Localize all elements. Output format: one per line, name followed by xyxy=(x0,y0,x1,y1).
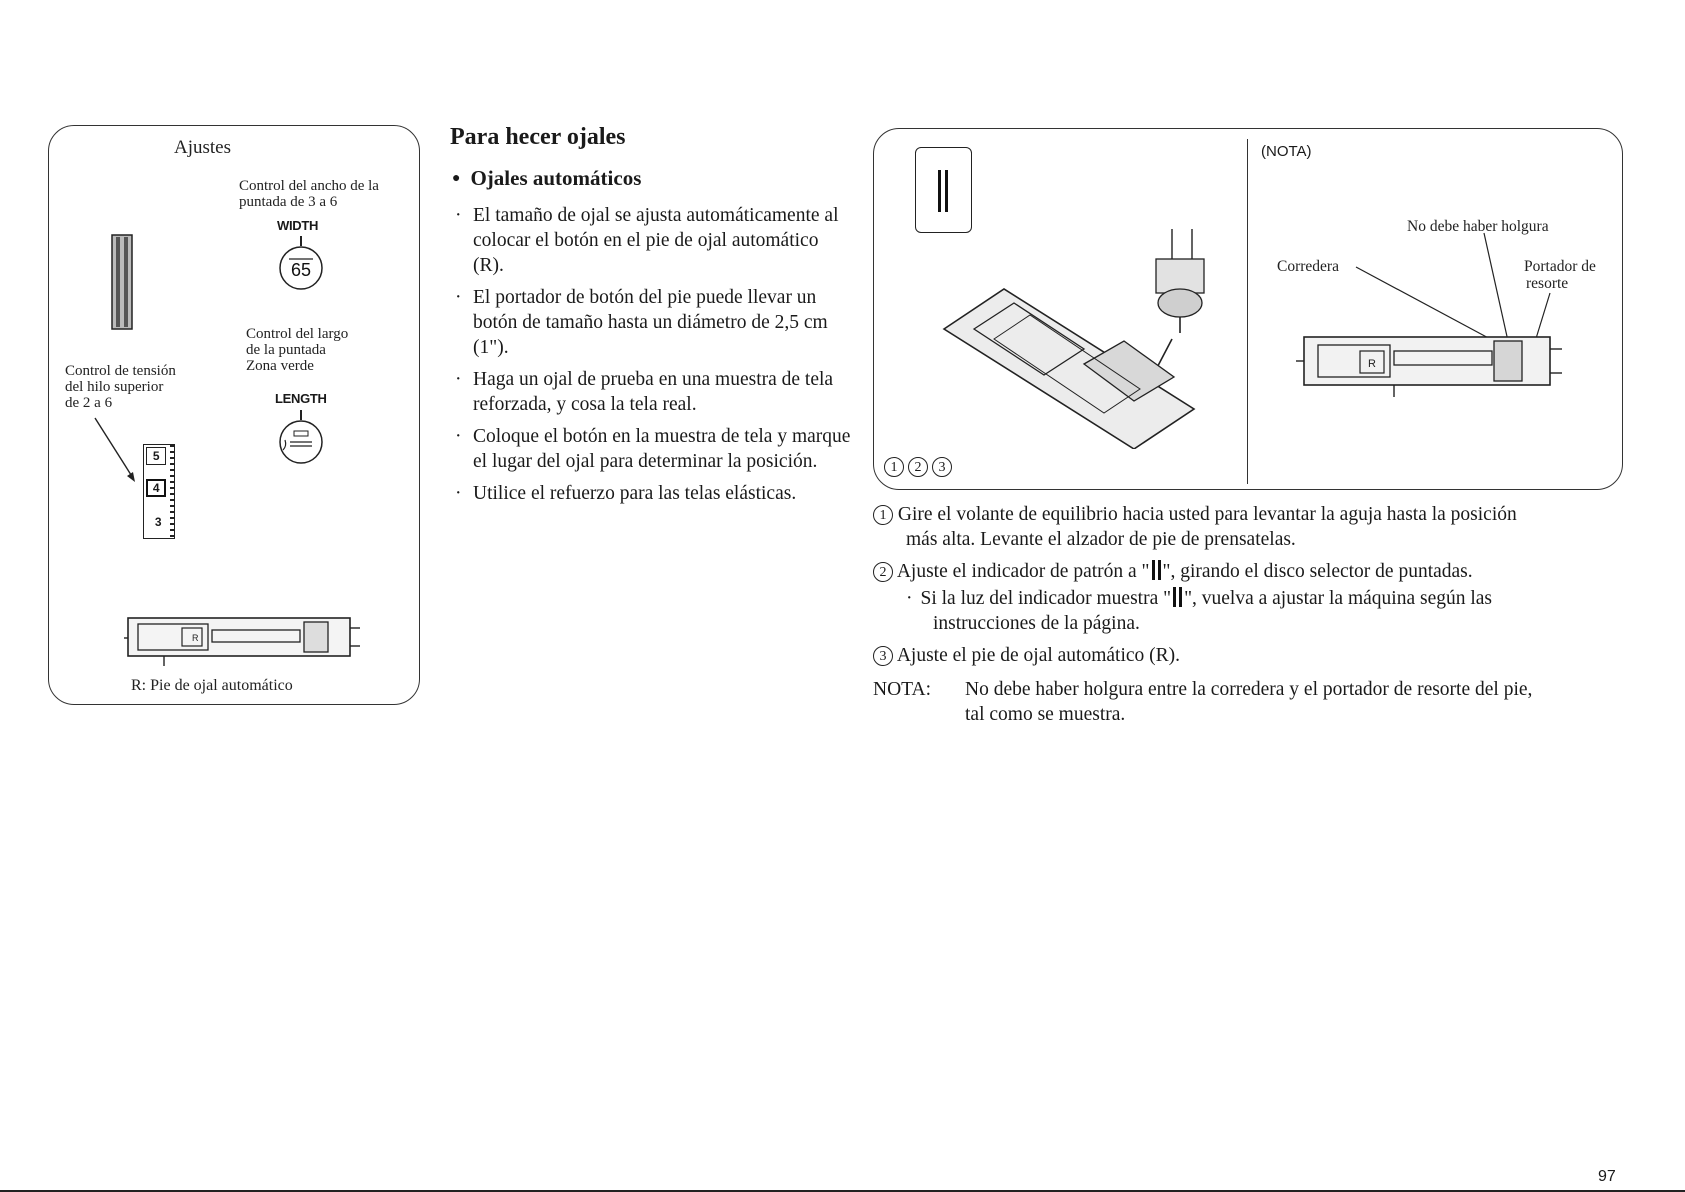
tension-control-label-1: Control de tensión xyxy=(65,363,176,379)
settings-title: Ajustes xyxy=(174,137,231,158)
length-dial-icon xyxy=(271,408,331,468)
section-title: Para hecer ojales xyxy=(450,124,626,150)
tension-value-5: 5 xyxy=(146,447,166,465)
step-markers xyxy=(884,457,952,477)
width-dial-value: 65 xyxy=(290,260,312,280)
foot-letter: R xyxy=(1368,358,1376,370)
foot-caption: R: Pie de ojal automático xyxy=(131,677,293,694)
tension-control-label-3: de 2 a 6 xyxy=(65,395,113,411)
illustration-panel xyxy=(873,128,1623,490)
spring-holder-label-2: resorte xyxy=(1526,275,1569,292)
list-item: · Haga un ojal de prueba en una muestra de tela reforzada, y cosa la tela real. xyxy=(455,369,834,415)
pattern-indicator-display xyxy=(915,147,972,233)
list-item: · El tamaño de ojal se ajusta automáticamente al colocar el botón en el pie de ojal automático (R). xyxy=(455,205,839,276)
list-item: · Coloque el botón en la muestra de tela y marque el lugar del ojal para determinar la posición. xyxy=(455,426,851,472)
step-number-1: 1 xyxy=(873,505,893,525)
instruction-steps xyxy=(873,502,1633,727)
step-number-3: 3 xyxy=(873,646,893,666)
step-2-sub-text-after: ", vuelva a ajustar la máquina según las xyxy=(1184,588,1493,609)
length-control-label-1: Control del largo xyxy=(246,326,349,342)
width-dial-icon xyxy=(271,234,331,294)
note-label: NOTA: xyxy=(873,679,932,700)
step-marker-2: 2 xyxy=(908,457,928,477)
tension-value-4: 4 xyxy=(146,479,166,497)
list-item: · El portador de botón del pie puede llevar un botón de tamaño hasta un diámetro de 2,5 cm (1"). xyxy=(455,287,828,358)
list-item: · Utilice el refuerzo para las telas elásticas. xyxy=(455,483,797,504)
length-control-label-2: de la puntada xyxy=(246,342,326,358)
foot-detail-illustration xyxy=(1294,229,1614,399)
bullet-dot-icon: ● xyxy=(452,171,461,186)
step-2-sub-line2: instrucciones de la página. xyxy=(933,613,1140,634)
width-dial-label: WIDTH xyxy=(277,218,319,233)
note-text-line1: No debe haber holgura entre la corredera y el portador de resorte del pie, xyxy=(965,679,1533,700)
info-bullet-list xyxy=(452,203,852,513)
step-2-sub-text-before: Si la luz del indicador muestra " xyxy=(920,588,1172,609)
slider-label: Corredera xyxy=(1277,258,1339,275)
no-gap-label: No debe haber holgura xyxy=(1407,218,1549,235)
note-block xyxy=(873,677,1633,727)
note-text-line2: tal como se muestra. xyxy=(965,704,1126,725)
step-2-sub xyxy=(873,586,1633,611)
nota-label: (NOTA) xyxy=(1261,143,1312,160)
pointer-arrow-icon xyxy=(93,416,137,486)
step-2-text-before: Ajuste el indicador de patrón a " xyxy=(896,561,1150,582)
settings-panel xyxy=(48,125,420,705)
step-1-text-line2: más alta. Levante el alzador de pie de prensatelas. xyxy=(906,529,1296,550)
step-marker-1: 1 xyxy=(884,457,904,477)
step-2-text-after: ", girando el disco selector de puntadas. xyxy=(1162,561,1473,582)
step-number-2: 2 xyxy=(873,562,893,582)
length-control-label-3: Zona verde xyxy=(246,358,314,374)
tension-control-label-2: del hilo superior xyxy=(65,379,164,395)
step-3 xyxy=(873,643,1633,668)
step-1-text-line1: Gire el volante de equilibrio hacia usted para levantar la aguja hasta la posición xyxy=(897,504,1517,525)
buttonhole-glyph-icon xyxy=(1173,587,1182,607)
tension-dial xyxy=(143,444,175,539)
step-1 xyxy=(873,502,1633,527)
length-dial-label: LENGTH xyxy=(275,391,327,406)
tension-dial-ticks xyxy=(170,445,174,538)
panel-divider xyxy=(1247,139,1248,484)
tension-value-3: 3 xyxy=(154,515,162,529)
buttonhole-pattern-icon xyxy=(938,170,948,212)
step-marker-3: 3 xyxy=(932,457,952,477)
width-control-label: Control del ancho de la puntada de 3 a 6 xyxy=(239,178,379,210)
zigzag-stitch-sample-icon xyxy=(111,234,133,330)
subsection-heading xyxy=(452,166,641,191)
spring-holder-label-1: Portador de xyxy=(1524,258,1596,275)
buttonhole-foot-illustration xyxy=(124,608,364,670)
subsection-title: Ojales automáticos xyxy=(470,166,642,190)
step-3-text: Ajuste el pie de ojal automático (R). xyxy=(896,645,1181,666)
foot-attachment-illustration xyxy=(934,229,1234,449)
sub-bullet-icon: · xyxy=(906,588,913,609)
step-2 xyxy=(873,559,1633,584)
buttonhole-glyph-icon xyxy=(1152,560,1161,580)
foot-letter-small: R xyxy=(192,633,199,643)
page-number: 97 xyxy=(1598,1168,1616,1185)
